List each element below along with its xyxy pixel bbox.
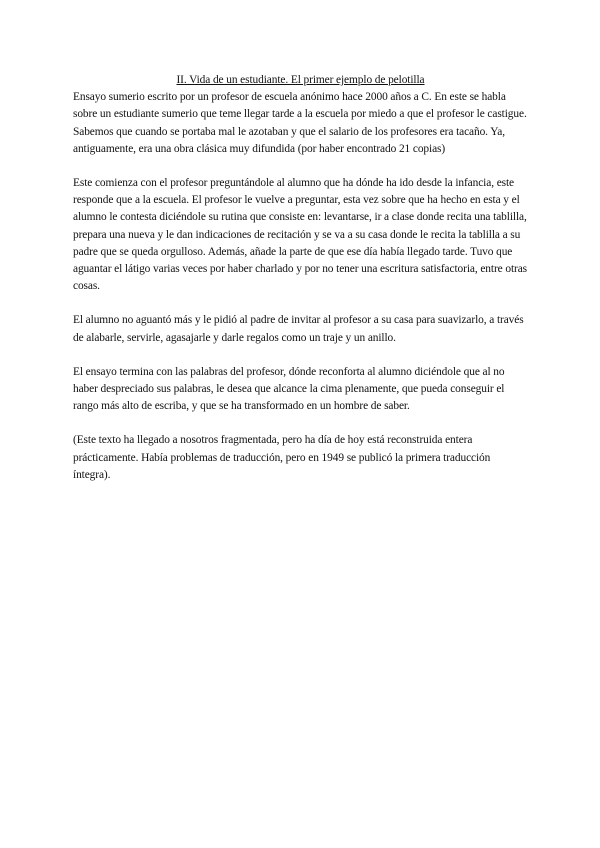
document-title: II. Vida de un estudiante. El primer ejemplo de pelotilla — [176, 74, 425, 86]
document-body — [73, 72, 528, 501]
paragraph-intro: Ensayo sumerio escrito por un profesor de escuela anónimo hace 2000 años a C. En este se habla sobre un estudiante sumerio que teme llegar tarde a la escuela por miedo a que el profesor le castigue. Sabemos que cuando se portaba mal le azotaban y que el salario de los profesores era tacaño. Ya, antiguamente, era una obra clásica muy difundida (por haber encontrado 21 copias) — [73, 91, 527, 155]
paragraph-dialogue: Este comienza con el profesor preguntándole al alumno que ha dónde ha ido desde la infancia, este responde que a la escuela. El profesor le vuelve a preguntar, esta vez sobre que ha hecho en esta y el alumno le contesta diciéndole su rutina que consiste en: levantarse, ir a clase donde recita una tablilla, prepara una nueva y le dan indicaciones de recitación y se va a su casa donde le recita la tablilla a su padre que se queda orgulloso. Además, añade la parte de que ese día había llegado tarde. Tuvo que aguantar el látigo varias veces por haber charlado y por no tener una escritura satisfactoria, entre otras cosas. — [73, 177, 527, 293]
paragraph-invitation: El alumno no aguantó más y le pidió al padre de invitar al profesor a su casa para suavizarlo, a través de alabarle, servirle, agasajarle y darle regalos como un traje y un anillo. — [73, 314, 524, 344]
paragraph-ending: El ensayo termina con las palabras del profesor, dónde reconforta al alumno diciéndole que al no haber despreciado sus palabras, le desea que alcance la cima plenamente, que pueda conseguir el rango más alto de escriba, y que se ha transformado en un hombre de saber. — [73, 365, 505, 413]
paragraph-note: (Este texto ha llegado a nosotros fragmentada, pero ha día de hoy está reconstruida entera prácticamente. Había problemas de traducción, pero en 1949 se publicó la primera traducción íntegra). — [73, 434, 491, 481]
